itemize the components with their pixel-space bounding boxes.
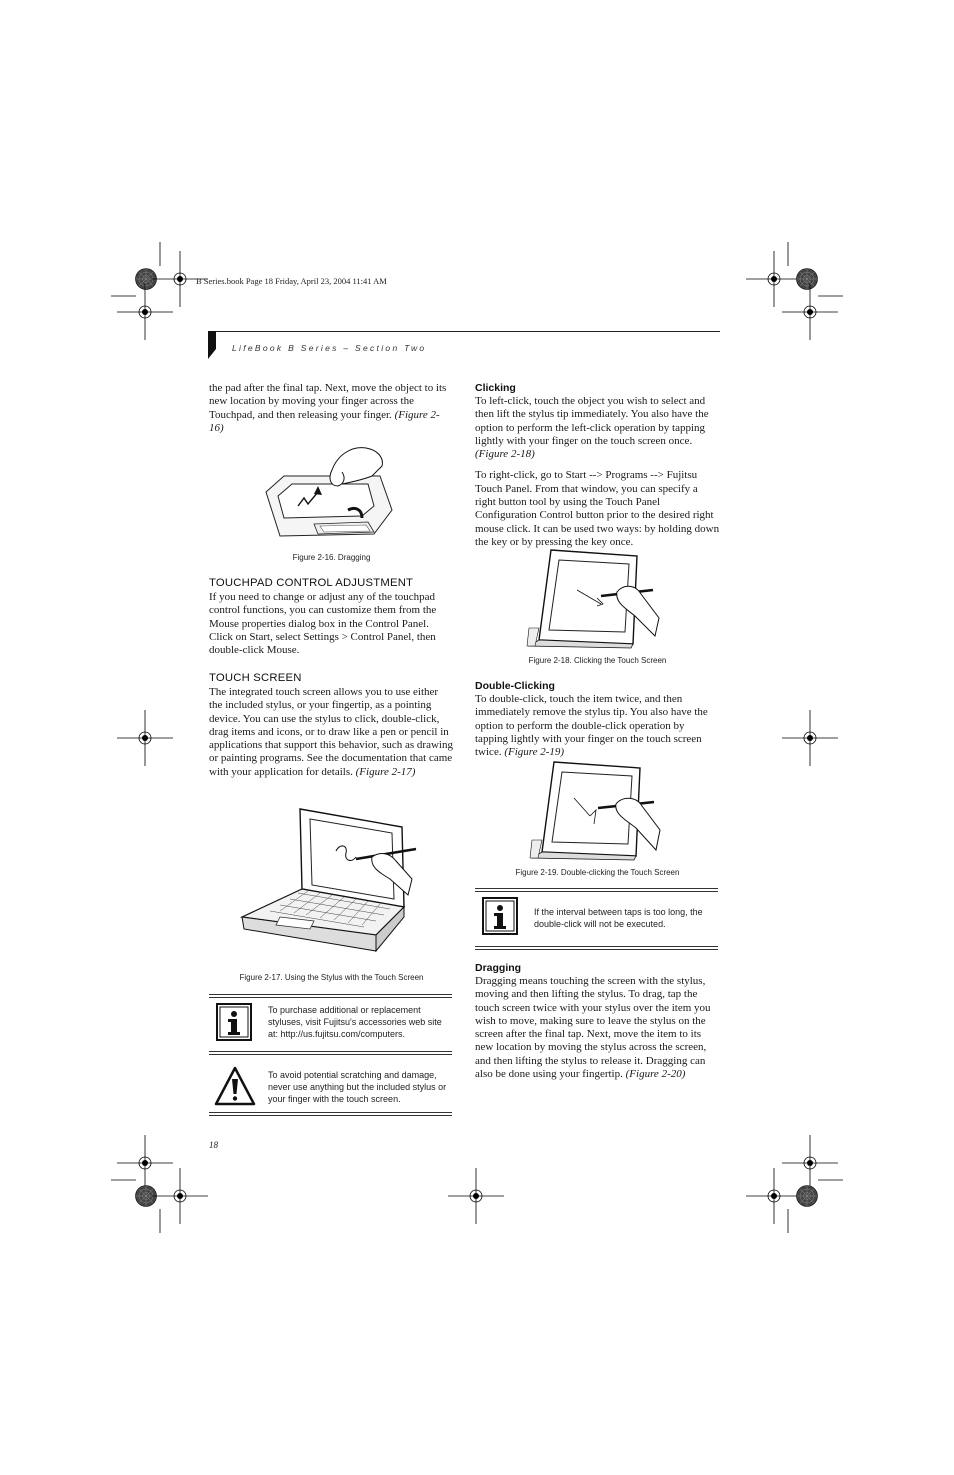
header-tab-mark: [208, 331, 216, 359]
touchpad-section: [209, 577, 454, 657]
clicking-section: [475, 382, 720, 549]
info-icon: [216, 1003, 252, 1041]
note-interval-bottom-rule: [475, 946, 718, 950]
subheading-dragging: Dragging: [475, 962, 522, 974]
page-number: 18: [209, 1140, 218, 1150]
section-heading-touch-screen: TOUCH SCREEN: [209, 672, 302, 684]
clicking-paragraph: To left-click, touch the object you wish to select and then lift the stylus tip immediately. You also have the option to perform the left-click operation by tapping lightly with your finger on the touch screen once. (Figure 2-18): [475, 395, 709, 461]
note-bottom-rule: [209, 1112, 452, 1116]
note-divider-rule: [209, 1051, 452, 1055]
note-interval-top-rule: [475, 888, 718, 892]
figure-ref: (Figure 2-16): [209, 408, 440, 434]
figure-ref: (Figure 2-19): [504, 746, 565, 759]
warning-icon: [214, 1066, 256, 1106]
right-click-paragraph: To right-click, go to Start --> Programs --> Fujitsu Touch Panel. From that window, you can specify a right button tool by using the Touch Panel Configuration Control button prior to the desired right mouse click. It can be used two ways: by holding down the key or by pressing the key once.: [475, 469, 720, 548]
running-head: LifeBook B Series – Section Two: [232, 343, 427, 353]
info-icon: [482, 897, 518, 935]
note-warning-text: To avoid potential scratching and damage, never use anything but the included stylus or your finger with the touch screen.: [268, 1070, 447, 1104]
figure-2-17-laptop-illustration: [240, 805, 420, 955]
figure-2-19-caption: Figure 2-19. Double-clicking the Touch Screen: [515, 868, 680, 877]
section-heading-touchpad: TOUCHPAD CONTROL ADJUSTMENT: [209, 577, 414, 589]
figure-2-16-touchpad-illustration: [262, 440, 394, 544]
figure-ref: (Figure 2-20): [625, 1068, 686, 1081]
book-slug: B Series.book Page 18 Friday, April 23, 2004 11:41 AM: [196, 276, 387, 286]
note-interval-text: If the interval between taps is too long, the double-click will not be executed.: [534, 907, 703, 929]
dragging-section: [475, 962, 720, 1081]
touchpad-paragraph: If you need to change or adjust any of the touchpad control functions, you can customize them from the Mouse properties dialog box in the Control Panel. Click on Start, select Settings > Control Panel, then double-click Mouse.: [209, 591, 437, 657]
figure-ref: (Figure 2-17): [355, 765, 416, 778]
figure-2-16-caption: Figure 2-16. Dragging: [292, 553, 371, 562]
figure-2-18-caption: Figure 2-18. Clicking the Touch Screen: [528, 656, 667, 665]
intro-paragraph: the pad after the final tap. Next, move the object to its new location by moving your finger across the Touchpad, and then releasing your finger. (Figure 2-16): [209, 382, 447, 434]
subheading-clicking: Clicking: [475, 382, 516, 394]
figure-2-18-touchscreen-illustration: [527, 546, 667, 648]
figure-2-19-touchscreen-illustration: [530, 758, 670, 860]
dragging-paragraph: Dragging means touching the screen with the stylus, moving and then lifting the stylus. To drag, tap the touch screen twice with your stylus over the item you wish to move, making sure to leave the stylus on the screen after the final tap. Next, move the item to its new location by moving the stylus across the screen, and then lifting the stylus to release it. Dragging can also be done using your fingertip. (Figure 2-20): [475, 975, 711, 1081]
note-top-rule: [209, 994, 452, 998]
figure-ref: (Figure 2-18): [475, 448, 535, 461]
touch-screen-section: [209, 672, 454, 779]
figure-2-17-caption: Figure 2-17. Using the Stylus with the Touch Screen: [239, 973, 424, 982]
subheading-double-clicking: Double-Clicking: [475, 680, 555, 692]
touch-screen-paragraph: The integrated touch screen allows you to use either the included stylus, or your fingertip, as a pointing device. You can use the stylus to click, double-click, drag items and icons, or to draw like a pen or pencil in applications that support this behavior, such as drawing or painting programs. See the documentation that came with your application for details. (Figure 2-17): [209, 686, 453, 778]
double-clicking-section: [475, 680, 720, 759]
note-info-text: To purchase additional or replacement styluses, visit Fujitsu's accessories web site at: http://us.fujitsu.com/computers.: [268, 1005, 442, 1039]
double-clicking-paragraph: To double-click, touch the item twice, and then immediately remove the stylus tip. You also have the option to perform the double-click operation by tapping lightly with your finger on the touch screen twice. (Figure 2-19): [475, 693, 708, 759]
header-rule: [208, 331, 720, 332]
